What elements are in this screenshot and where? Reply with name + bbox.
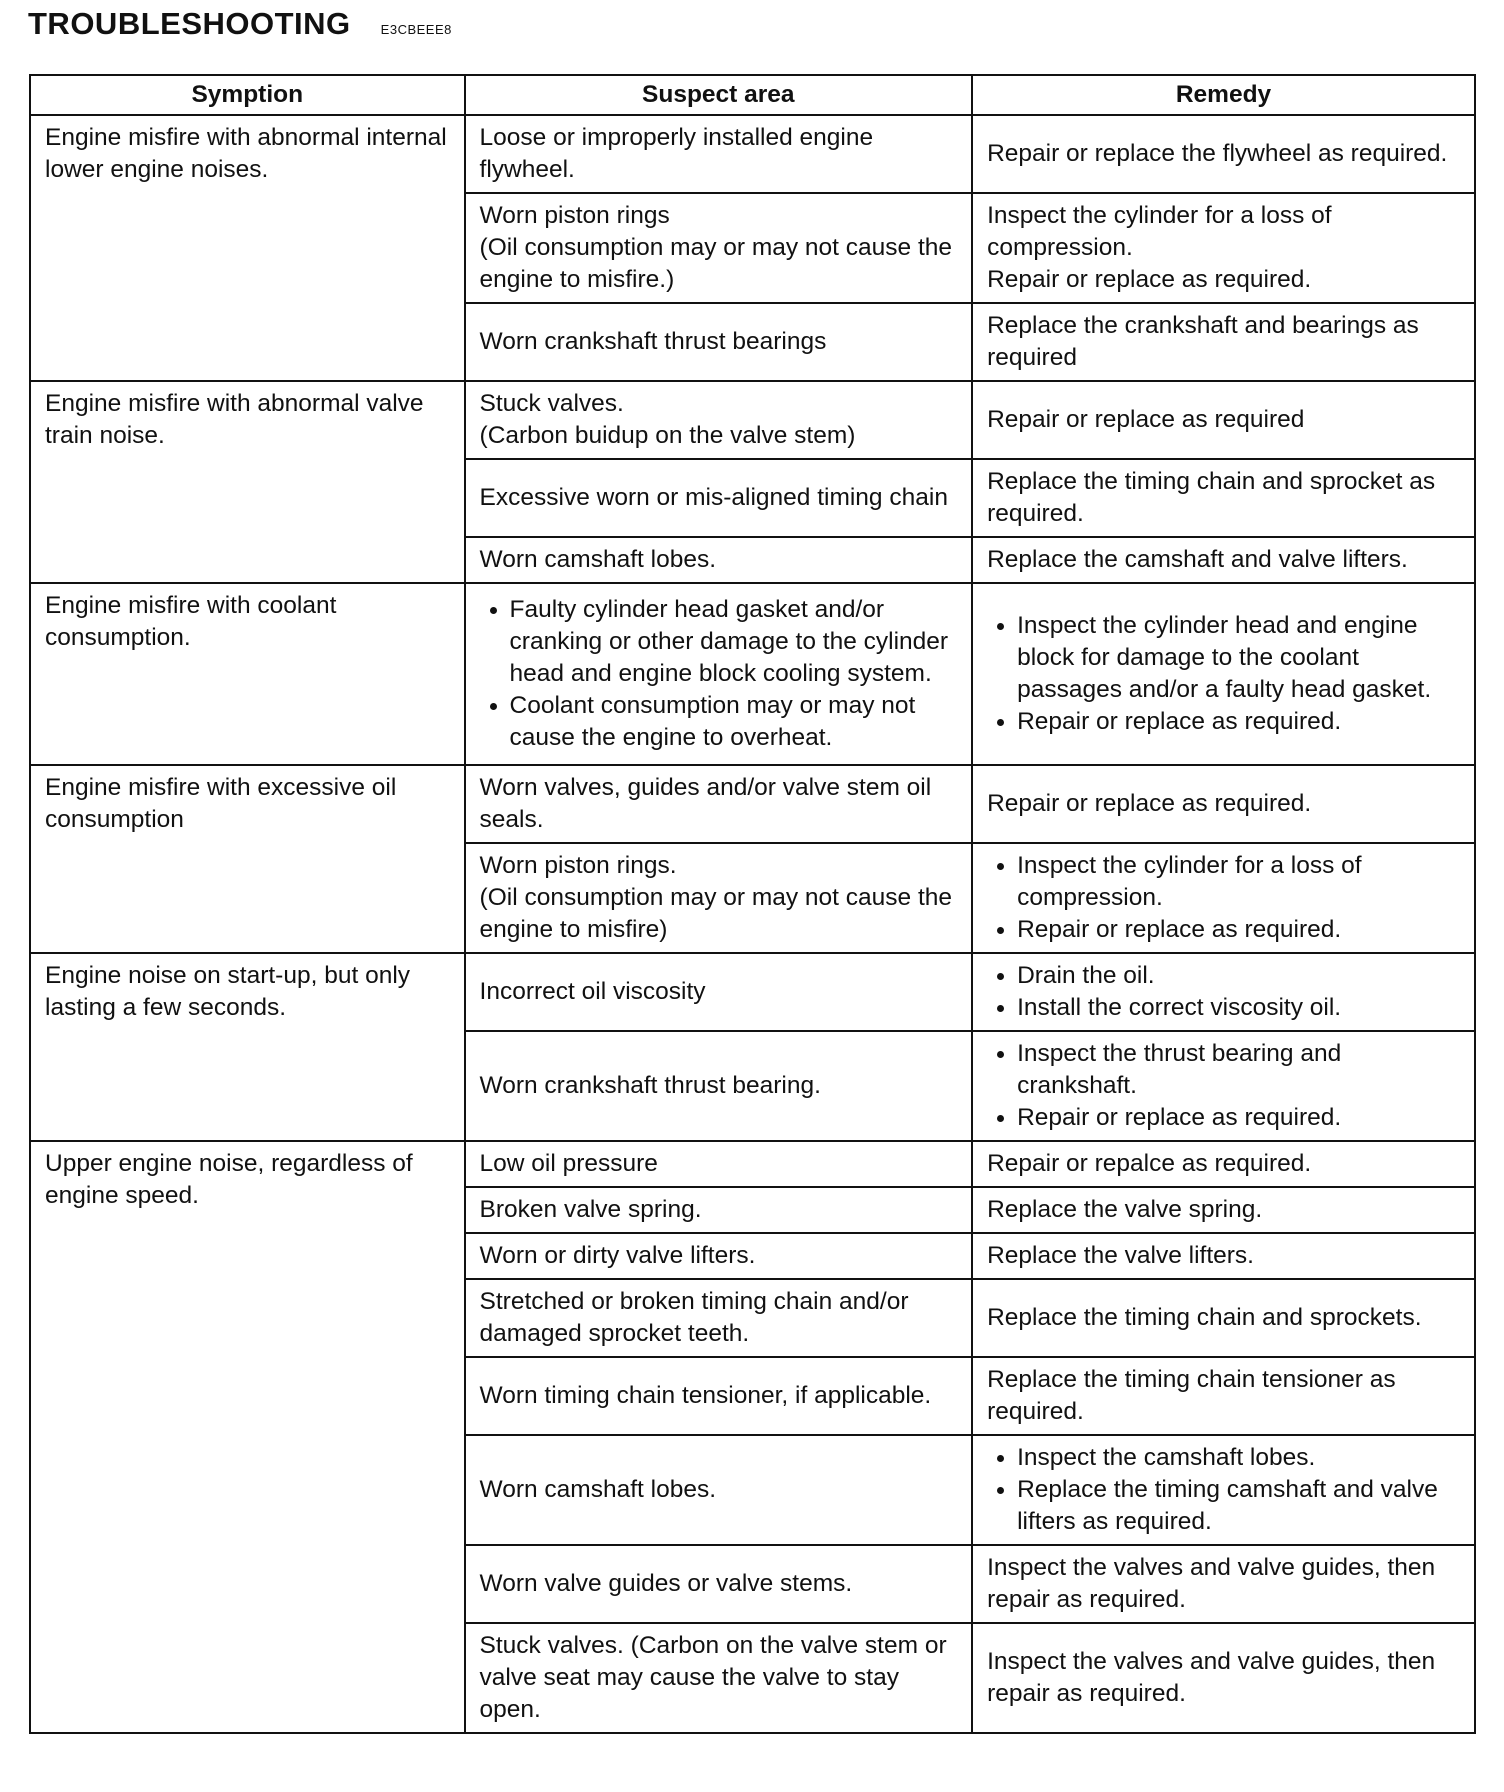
remedy-line: Repair or replace as required.	[987, 790, 1312, 817]
suspect-line: Stuck valves. (Carbon on the valve stem or valve seat may cause the valve to stay open.	[479, 1632, 947, 1723]
remedy-line: Repair or replace the flywheel as required.	[987, 140, 1448, 167]
bullet-item: • Coolant consumption may or may not cause the engine to overheat.	[510, 690, 958, 754]
remedy-cell	[972, 1233, 1475, 1279]
bullet-item: • Repair or replace as required.	[1017, 706, 1460, 738]
suspect-line: Worn camshaft lobes.	[479, 1476, 717, 1503]
table-header-row	[30, 75, 1475, 115]
suspect-line: Worn timing chain tensioner, if applicable.	[479, 1382, 932, 1409]
suspect-area-cell	[465, 193, 973, 303]
suspect-area-cell	[465, 303, 973, 381]
remedy-line: Inspect the valves and valve guides, then repair as required.	[987, 1554, 1436, 1613]
suspect-line: Worn valves, guides and/or valve stem oil seals.	[479, 774, 932, 833]
suspect-line: Stuck valves.	[479, 390, 624, 417]
remedy-bullet-list	[987, 850, 1460, 946]
symptom-cell: Engine misfire with abnormal internal lower engine noises.	[30, 115, 465, 381]
suspect-area-cell	[465, 1233, 973, 1279]
suspect-line: (Oil consumption may or may not cause the engine to misfire.)	[479, 234, 953, 293]
remedy-cell	[972, 115, 1475, 193]
suspect-line: Low oil pressure	[479, 1150, 658, 1177]
remedy-cell	[972, 843, 1475, 953]
bullet-item: • Drain the oil.	[1017, 960, 1460, 992]
table-body	[30, 115, 1475, 1733]
suspect-area-cell	[465, 1187, 973, 1233]
remedy-cell	[972, 1187, 1475, 1233]
troubleshooting-table	[29, 74, 1476, 1734]
symptom-cell: Upper engine noise, regardless of engine speed.	[30, 1141, 465, 1733]
suspect-area-cell	[465, 115, 973, 193]
remedy-cell	[972, 1623, 1475, 1733]
remedy-bullet-list	[987, 960, 1460, 1024]
remedy-line: Inspect the valves and valve guides, then repair as required.	[987, 1648, 1436, 1707]
bullet-item: • Inspect the thrust bearing and crankshaft.	[1017, 1038, 1460, 1102]
remedy-line: Replace the timing chain tensioner as required.	[987, 1366, 1396, 1425]
suspect-line: Worn crankshaft thrust bearings	[479, 328, 827, 355]
remedy-line: Replace the valve spring.	[987, 1196, 1263, 1223]
remedy-line: Replace the timing chain and sprockets.	[987, 1304, 1422, 1331]
suspect-bullet-list	[480, 594, 958, 754]
document-code: E3CBEEE8	[380, 22, 452, 37]
suspect-area-cell	[465, 1279, 973, 1357]
page-title: TROUBLESHOOTING	[28, 6, 351, 41]
remedy-bullet-list	[987, 610, 1460, 738]
remedy-cell	[972, 765, 1475, 843]
suspect-area-cell	[465, 843, 973, 953]
table-row	[30, 1141, 1475, 1187]
remedy-line: Replace the valve lifters.	[987, 1242, 1254, 1269]
suspect-line: Worn piston rings.	[479, 852, 677, 879]
bullet-item: • Inspect the camshaft lobes.	[1017, 1442, 1460, 1474]
suspect-line: Incorrect oil viscosity	[479, 978, 706, 1005]
suspect-area-cell	[465, 1031, 973, 1141]
remedy-cell	[972, 1031, 1475, 1141]
bullet-item: • Inspect the cylinder head and engine block for damage to the coolant passages and/or a faulty head gasket.	[1017, 610, 1460, 706]
remedy-cell	[972, 381, 1475, 459]
suspect-area-cell	[465, 1435, 973, 1545]
suspect-line: Stretched or broken timing chain and/or damaged sprocket teeth.	[479, 1288, 909, 1347]
suspect-line: Loose or improperly installed engine flywheel.	[479, 124, 874, 183]
remedy-cell	[972, 1141, 1475, 1187]
page-header	[28, 6, 452, 42]
suspect-area-cell	[465, 1141, 973, 1187]
remedy-cell	[972, 193, 1475, 303]
remedy-cell	[972, 1357, 1475, 1435]
header-suspect-area: Suspect area	[465, 75, 973, 115]
suspect-line: Worn valve guides or valve stems.	[479, 1570, 853, 1597]
remedy-cell	[972, 1545, 1475, 1623]
remedy-line: Replace the camshaft and valve lifters.	[987, 546, 1408, 573]
suspect-line: (Oil consumption may or may not cause the engine to misfire)	[479, 884, 953, 943]
suspect-line: (Carbon buidup on the valve stem)	[479, 422, 856, 449]
table-row	[30, 115, 1475, 193]
suspect-area-cell	[465, 953, 973, 1031]
suspect-area-cell	[465, 537, 973, 583]
table-row	[30, 953, 1475, 1031]
suspect-area-cell	[465, 583, 973, 765]
suspect-line: Excessive worn or mis-aligned timing chain	[479, 484, 948, 511]
header-symptom: Symption	[30, 75, 465, 115]
symptom-cell: Engine noise on start-up, but only lasting a few seconds.	[30, 953, 465, 1141]
bullet-item: • Install the correct viscosity oil.	[1017, 992, 1460, 1024]
remedy-cell	[972, 459, 1475, 537]
remedy-line: Repair or repalce as required.	[987, 1150, 1312, 1177]
remedy-line: Replace the crankshaft and bearings as required	[987, 312, 1419, 371]
bullet-item: • Faulty cylinder head gasket and/or cranking or other damage to the cylinder head and engine block cooling system.	[510, 594, 958, 690]
suspect-area-cell	[465, 459, 973, 537]
remedy-cell	[972, 303, 1475, 381]
remedy-cell	[972, 1435, 1475, 1545]
suspect-line: Broken valve spring.	[479, 1196, 702, 1223]
suspect-area-cell	[465, 381, 973, 459]
suspect-line: Worn camshaft lobes.	[479, 546, 717, 573]
remedy-line: Repair or replace as required	[987, 406, 1305, 433]
remedy-line: Inspect the cylinder for a loss of compression.	[987, 202, 1332, 261]
suspect-area-cell	[465, 1357, 973, 1435]
remedy-line: Repair or replace as required.	[987, 266, 1312, 293]
suspect-area-cell	[465, 765, 973, 843]
remedy-bullet-list	[987, 1442, 1460, 1538]
table-row	[30, 583, 1475, 765]
remedy-cell	[972, 1279, 1475, 1357]
bullet-item: • Inspect the cylinder for a loss of compression.	[1017, 850, 1460, 914]
table-row	[30, 381, 1475, 459]
suspect-line: Worn crankshaft thrust bearing.	[479, 1072, 821, 1099]
suspect-line: Worn or dirty valve lifters.	[479, 1242, 756, 1269]
header-remedy: Remedy	[972, 75, 1475, 115]
remedy-cell	[972, 583, 1475, 765]
remedy-bullet-list	[987, 1038, 1460, 1134]
suspect-area-cell	[465, 1623, 973, 1733]
table-row	[30, 765, 1475, 843]
remedy-cell	[972, 953, 1475, 1031]
remedy-line: Replace the timing chain and sprocket as required.	[987, 468, 1436, 527]
bullet-item: • Repair or replace as required.	[1017, 914, 1460, 946]
remedy-cell	[972, 537, 1475, 583]
bullet-item: • Repair or replace as required.	[1017, 1102, 1460, 1134]
symptom-cell: Engine misfire with coolant consumption.	[30, 583, 465, 765]
bullet-item: • Replace the timing camshaft and valve lifters as required.	[1017, 1474, 1460, 1538]
suspect-area-cell	[465, 1545, 973, 1623]
suspect-line: Worn piston rings	[479, 202, 670, 229]
symptom-cell: Engine misfire with abnormal valve train noise.	[30, 381, 465, 583]
symptom-cell: Engine misfire with excessive oil consumption	[30, 765, 465, 953]
